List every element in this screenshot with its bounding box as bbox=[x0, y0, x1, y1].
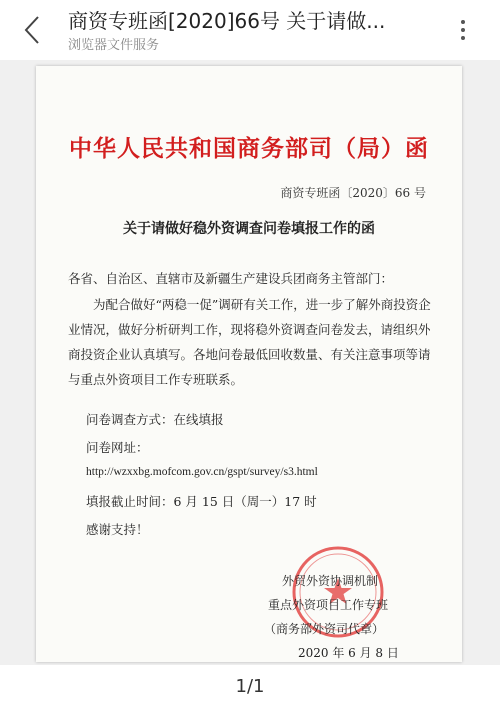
deadline-line: 填报截止时间：6 月 15 日（周一）17 时 bbox=[86, 494, 317, 509]
document-number: 商资专班函〔2020〕66 号 bbox=[280, 186, 426, 200]
top-bar bbox=[0, 0, 500, 60]
more-vertical-icon bbox=[461, 36, 465, 40]
signature-line-2: 重点外资项目工作专班 bbox=[268, 598, 389, 612]
document-viewer[interactable] bbox=[0, 60, 500, 665]
more-vertical-icon bbox=[461, 20, 465, 24]
page-indicator: 1/1 bbox=[0, 665, 500, 707]
signature-line-1: 外贸外资协调机制 bbox=[282, 574, 379, 588]
recipient-line: 各省、自治区、直辖市及新疆生产建设兵团商务主管部门： bbox=[68, 271, 394, 286]
back-button[interactable] bbox=[14, 10, 50, 50]
signature-line-3: （商务部外资司代章） bbox=[264, 622, 385, 636]
document-page bbox=[36, 66, 462, 662]
chevron-left-icon bbox=[23, 15, 41, 45]
survey-url[interactable]: http://wzxxbg.mofcom.gov.cn/gspt/survey/s3.html bbox=[86, 466, 318, 478]
document-title: 关于请做好稳外资调查问卷填报工作的函 bbox=[123, 221, 375, 237]
more-button[interactable] bbox=[448, 10, 478, 50]
signature-date: 2020 年 6 月 8 日 bbox=[298, 646, 399, 660]
red-header: 中华人民共和国商务部司（局）函 bbox=[69, 135, 429, 162]
body-paragraph: 为配合做好“两稳一促”调研有关工作，进一步了解外商投资企业情况，做好分析研判工作，现将稳外资调查问卷发去，请组织外商投资企业认真填写。各地问卷最低回收数量、有关注意事项等请与重点外资项目工作专班联系。 bbox=[68, 297, 431, 387]
more-vertical-icon bbox=[461, 28, 465, 32]
survey-method: 问卷调查方式：在线填报 bbox=[86, 412, 224, 427]
thanks-line: 感谢支持！ bbox=[86, 522, 149, 537]
survey-url-label: 问卷网址： bbox=[86, 440, 149, 455]
page-subtitle: 浏览器文件服务 bbox=[68, 38, 160, 53]
page-title: 商资专班函[2020]66号 关于请做... bbox=[68, 9, 386, 33]
